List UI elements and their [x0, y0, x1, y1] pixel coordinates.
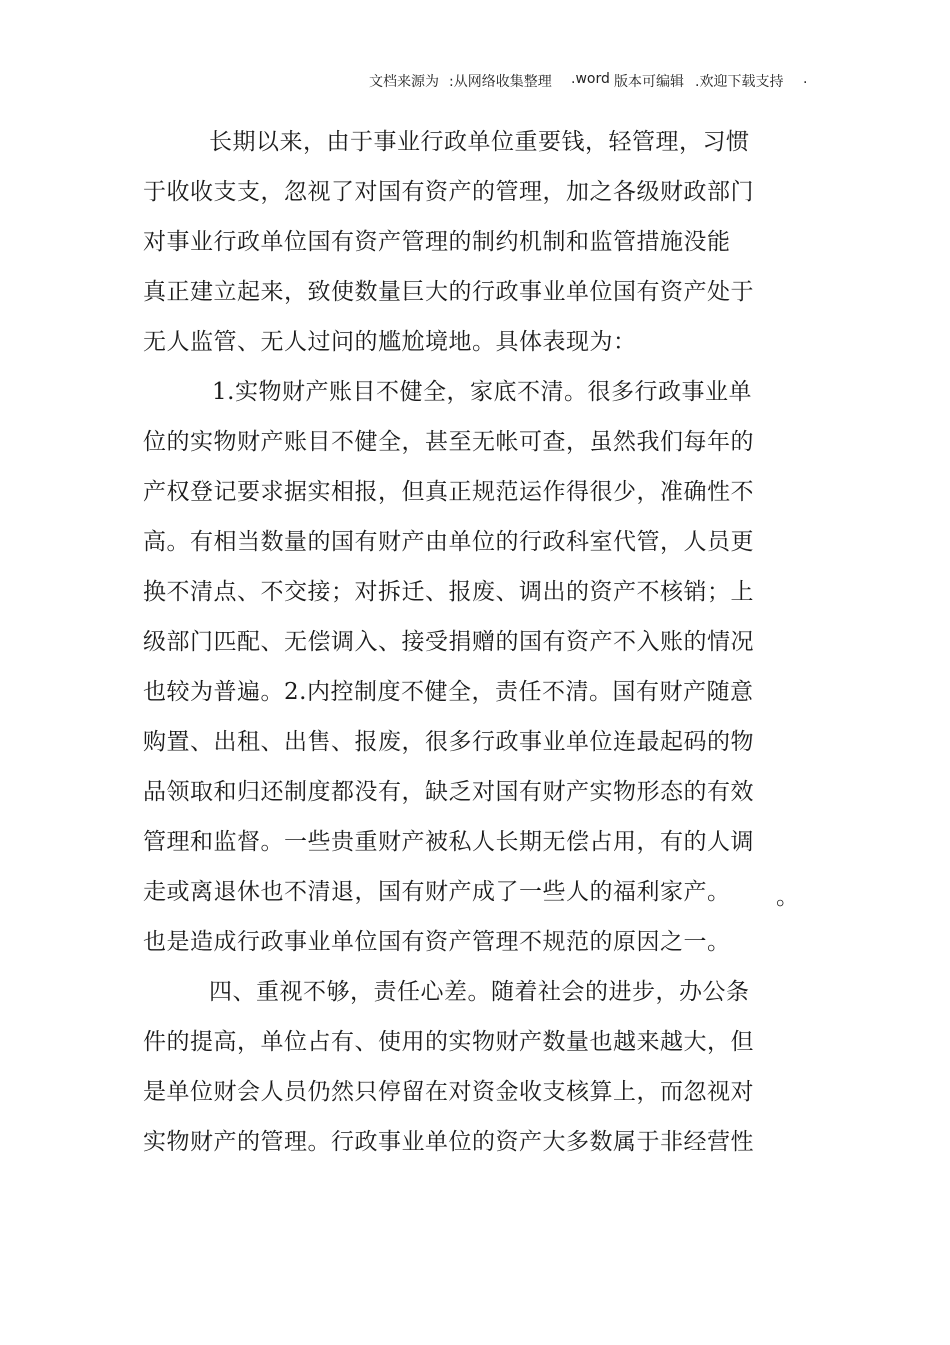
text-line: 四、重视不够，责任心差。随着社会的进步，办公条: [209, 979, 750, 1005]
text-line: 产权登记要求据实相报，但真正规范运作得很少，准确性不: [143, 479, 754, 505]
text-line: 真正建立起来，致使数量巨大的行政事业单位国有资产处于: [143, 279, 754, 305]
text-line: 件的提高，单位占有、使用的实物财产数量也越来越大，但: [143, 1029, 754, 1055]
text-line: 也较为普遍。2.内控制度不健全，责任不清。国有财产随意: [143, 679, 754, 705]
header-welcome: .欢迎下载支持: [695, 74, 784, 90]
header-dot: .: [803, 71, 808, 87]
text-line: 购置、出租、出售、报废，很多行政事业单位连最起码的物: [143, 729, 754, 755]
text-line: 是单位财会人员仍然只停留在对资金收支核算上，而忽视对: [143, 1079, 754, 1105]
text-line: 级部门匹配、无偿调入、接受捐赠的国有资产不入账的情况: [143, 629, 754, 655]
text-line: 位的实物财产账目不健全，甚至无帐可查，虽然我们每年的: [143, 429, 754, 455]
text-line: 对事业行政单位国有资产管理的制约机制和监管措施没能: [143, 229, 731, 255]
text-line: 管理和监督。一些贵重财产被私人长期无偿占用，有的人调: [143, 829, 754, 855]
text-line: 实物财产的管理。行政事业单位的资产大多数属于非经营性: [143, 1129, 754, 1155]
header-editable: 版本可编辑: [614, 74, 684, 90]
text-line: 走或离退休也不清退，国有财产成了一些人的福利家产。: [143, 879, 731, 905]
text-line: 也是造成行政事业单位国有资产管理不规范的原因之一。: [143, 929, 731, 955]
stray-period: 。: [776, 884, 799, 910]
text-line: 于收收支支，忽视了对国有资产的管理，加之各级财政部门: [143, 179, 754, 205]
text-line: 高。有相当数量的国有财产由单位的行政科室代管，人员更: [143, 529, 754, 555]
text-line: 长期以来，由于事业行政单位重要钱，轻管理，习惯: [209, 129, 750, 155]
text-line: 1.实物财产账目不健全，家底不清。很多行政事业单: [212, 379, 752, 405]
header-source: 文档来源为: [369, 74, 439, 90]
header-word: .word: [571, 71, 610, 87]
header-collected: :从网络收集整理: [449, 74, 552, 90]
text-line: 换不清点、不交接；对拆迁、报废、调出的资产不核销；上: [143, 579, 754, 605]
text-line: 无人监管、无人过问的尴尬境地。具体表现为：: [143, 329, 637, 355]
text-line: 品领取和归还制度都没有，缺乏对国有财产实物形态的有效: [143, 779, 754, 805]
